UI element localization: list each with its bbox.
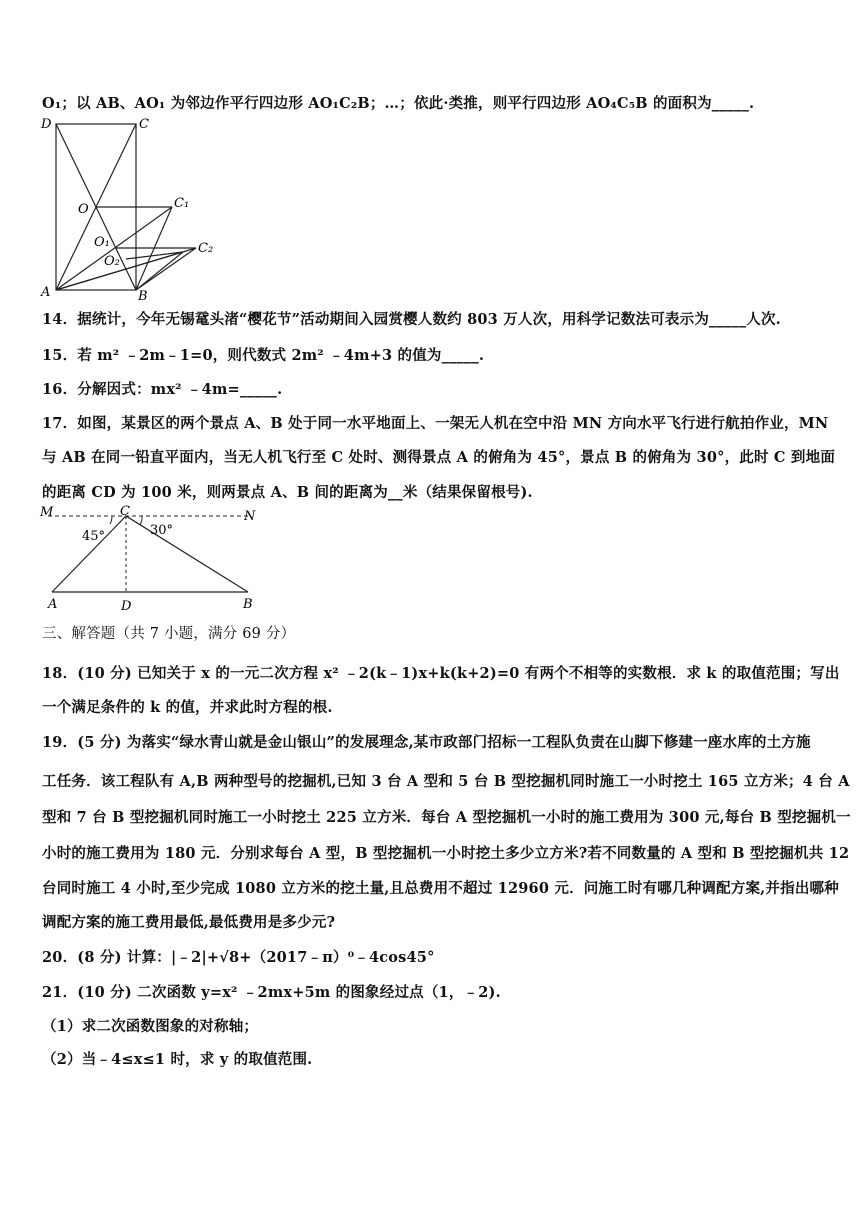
q21-line-1: 21．(10 分) 二次函数 y=x² ﹣2mx+5m 的图象经过点（1，﹣2).: [42, 984, 501, 1001]
angle-30: 30°: [150, 523, 174, 538]
label-C2: C₂: [198, 241, 214, 256]
label-M: M: [40, 505, 54, 520]
q17-line-2: 与 AB 在同一铅直平面内，当无人机飞行至 C 处时、测得景点 A 的俯角为 45°，景点 B 的俯角为 30°，此时 C 到地面: [42, 449, 836, 466]
section-3-title: 三、解答题（共 7 小题，满分 69 分）: [42, 626, 296, 642]
label-O1: O₁: [94, 235, 110, 250]
q18-line-2: 一个满足条件的 k 的值，并求此时方程的根.: [42, 699, 333, 716]
q21-part-2: （2）当﹣4≤x≤1 时，求 y 的取值范围.: [42, 1051, 313, 1068]
label-C: C: [120, 504, 130, 519]
label-B: B: [138, 289, 148, 302]
q19-line-3: 型和 7 台 B 型挖掘机同时施工一小时挖土 225 立方米．每台 A 型挖掘机一小时的施工费用为 300 元,每台 B 型挖掘机一: [42, 809, 851, 826]
q17-figure: [38, 502, 268, 614]
q20-text: 20．(8 分) 计算：|﹣2|+√8+（2017﹣π）⁰﹣4cos45°: [42, 949, 435, 966]
q13-text: O₁；以 AB、AO₁ 为邻边作平行四边形 AO₁C₂B；…；依此·类推，则平行四边形 AO₄C₅B 的面积为_____.: [42, 95, 755, 112]
q19-line-5: 台同时施工 4 小时,至少完成 1080 立方米的挖土量,且总费用不超过 12960 元．问施工时有哪几种调配方案,并指出哪种: [42, 880, 839, 897]
angle-45: 45°: [82, 529, 106, 544]
label-O2: O₂: [104, 254, 120, 269]
label-A: A: [48, 597, 58, 612]
q21-part-1: （1）求二次函数图象的对称轴；: [42, 1018, 259, 1035]
label-O: O: [78, 202, 89, 217]
label-D: D: [121, 599, 132, 614]
label-C1: C₁: [174, 196, 190, 211]
q17-line-3: 的距离 CD 为 100 米，则两景点 A、B 间的距离为__米（结果保留根号).: [42, 484, 533, 501]
q19-line-6: 调配方案的施工费用最低,最低费用是多少元?: [42, 914, 336, 931]
label-N: N: [244, 509, 256, 524]
q18-line-1: 18．(10 分) 已知关于 x 的一元二次方程 x² ﹣2(k﹣1)x+k(k+2)=0 有两个不相等的实数根．求 k 的取值范围；写出: [42, 665, 840, 682]
q15-text: 15．若 m² ﹣2m﹣1=0，则代数式 2m² ﹣4m+3 的值为_____.: [42, 347, 485, 364]
q19-line-1: 19．(5 分) 为落实“绿水青山就是金山银山”的发展理念,某市政部门招标一工程队负责在山脚下修建一座水库的土方施: [42, 734, 811, 751]
label-B: B: [243, 597, 253, 612]
q17-line-1: 17．如图，某景区的两个景点 A、B 处于同一水平地面上、一架无人机在空中沿 MN 方向水平飞行进行航拍作业，MN: [42, 415, 829, 432]
q19-line-4: 小时的施工费用为 180 元．分别求每台 A 型，B 型挖掘机一小时挖土多少立方米?若不同数量的 A 型和 B 型挖掘机共 12: [42, 845, 850, 862]
q14-text: 14．据统计，今年无锡鼋头渚“樱花节”活动期间入园赏樱人数约 803 万人次，用科学记数法可表示为_____人次.: [42, 311, 781, 328]
q19-line-2: 工任务．该工程队有 A,B 两种型号的挖掘机,已知 3 台 A 型和 5 台 B 型挖掘机同时施工一小时挖土 165 立方米；4 台 A: [42, 773, 850, 790]
q16-text: 16．分解因式：mx² ﹣4m=_____.: [42, 381, 283, 398]
label-A: A: [41, 285, 51, 300]
label-C: C: [139, 117, 149, 132]
q13-figure: [38, 112, 228, 302]
label-D: D: [41, 117, 52, 132]
